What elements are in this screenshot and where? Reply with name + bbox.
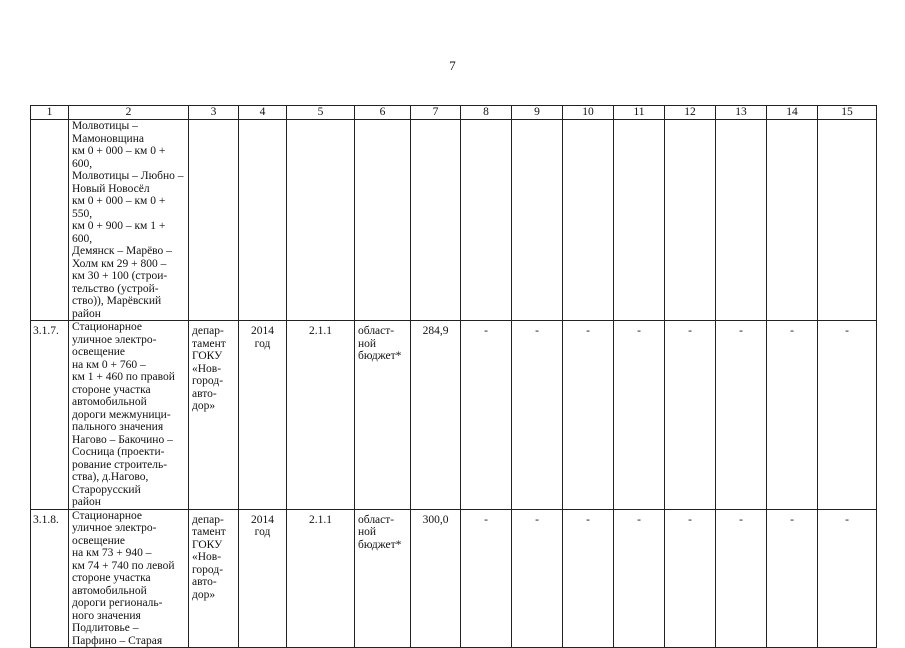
table-row (31, 120, 877, 321)
item-value-cell (461, 120, 512, 321)
item-amount: 300,0 (411, 509, 461, 648)
column-header: 11 (614, 106, 665, 120)
item-name-text: Молвотицы – Мамоновщина км 0 + 000 – км 0 + 600, Молвотицы – Любно – Новый Новосёл км 0 + 000 – км 0 + 550, км 0 + 900 – км 1 + 600, Демянск – Марёво – Холм км 29 + 800 – км 30 + 100 (строи- тельство (устрой- ство)), Марёвский район (72, 120, 184, 320)
program-table (30, 105, 877, 648)
item-value-cell: - (614, 321, 665, 510)
page-number: 7 (449, 58, 456, 73)
item-name (69, 509, 189, 648)
item-code (287, 120, 355, 321)
item-value-cell: - (767, 321, 818, 510)
item-value-cell: - (563, 509, 614, 648)
item-value-cell: - (563, 321, 614, 510)
item-funding-source (355, 120, 411, 321)
item-value-cell: - (665, 321, 716, 510)
item-value-cell: - (461, 321, 512, 510)
item-value-cell: - (512, 509, 563, 648)
item-value-cell: - (716, 321, 767, 510)
column-header: 1 (31, 106, 69, 120)
item-number: 3.1.7. (31, 321, 69, 510)
item-value-cell (818, 120, 877, 321)
item-year-text: 2014 год (251, 325, 274, 350)
item-executor (189, 321, 239, 510)
item-executor-text: депар- тамент ГОКУ «Нов- город- авто- дор» (192, 513, 226, 601)
item-executor (189, 509, 239, 648)
item-year (239, 120, 287, 321)
item-amount: 284,9 (411, 321, 461, 510)
item-value-cell: - (818, 321, 877, 510)
item-value-cell: - (461, 509, 512, 648)
column-header: 12 (665, 106, 716, 120)
table-row (31, 321, 877, 510)
item-value-cell: - (767, 509, 818, 648)
item-value-cell: - (665, 509, 716, 648)
item-code: 2.1.1 (287, 509, 355, 648)
item-name-text: Стационарное уличное электро- освещение на км 0 + 760 – км 1 + 460 по правой стороне участка автомобильной дороги межмуници- пального значения Нагово – Бакочино – Сосница (проекти- рование строитель- ства), д.Нагово, Старорусский район (72, 321, 175, 508)
item-year (239, 509, 287, 648)
item-code: 2.1.1 (287, 321, 355, 510)
item-executor (189, 120, 239, 321)
item-value-cell (614, 120, 665, 321)
item-name-text: Стационарное уличное электро- освещение на км 73 + 940 – км 74 + 740 по левой стороне участка автомобильной дороги региональ- ного значения Подлитовье – Парфино – Старая (72, 509, 175, 647)
item-value-cell: - (818, 509, 877, 648)
item-value-cell (563, 120, 614, 321)
item-number (31, 120, 69, 321)
item-value-cell (512, 120, 563, 321)
item-name (69, 321, 189, 510)
item-value-cell: - (614, 509, 665, 648)
column-header: 5 (287, 106, 355, 120)
item-funding-source-text: област- ной бюджет* (358, 513, 402, 551)
item-executor-text: депар- тамент ГОКУ «Нов- город- авто- дор» (192, 325, 226, 412)
item-value-cell: - (512, 321, 563, 510)
column-header: 6 (355, 106, 411, 120)
table-row (31, 509, 877, 648)
column-header: 14 (767, 106, 818, 120)
item-amount (411, 120, 461, 321)
item-year-text: 2014 год (251, 513, 274, 538)
column-header: 4 (239, 106, 287, 120)
item-number: 3.1.8. (31, 509, 69, 648)
item-funding-source (355, 509, 411, 648)
item-funding-source-text: област- ной бюджет* (358, 325, 402, 362)
item-value-cell (716, 120, 767, 321)
column-header: 2 (69, 106, 189, 120)
item-value-cell: - (716, 509, 767, 648)
column-header: 7 (411, 106, 461, 120)
column-header: 10 (563, 106, 614, 120)
column-header: 3 (189, 106, 239, 120)
column-header: 15 (818, 106, 877, 120)
column-header: 9 (512, 106, 563, 120)
item-value-cell (665, 120, 716, 321)
item-name (69, 120, 189, 321)
item-year (239, 321, 287, 510)
column-header: 8 (461, 106, 512, 120)
column-header: 13 (716, 106, 767, 120)
header-row (31, 106, 877, 120)
item-funding-source (355, 321, 411, 510)
item-value-cell (767, 120, 818, 321)
